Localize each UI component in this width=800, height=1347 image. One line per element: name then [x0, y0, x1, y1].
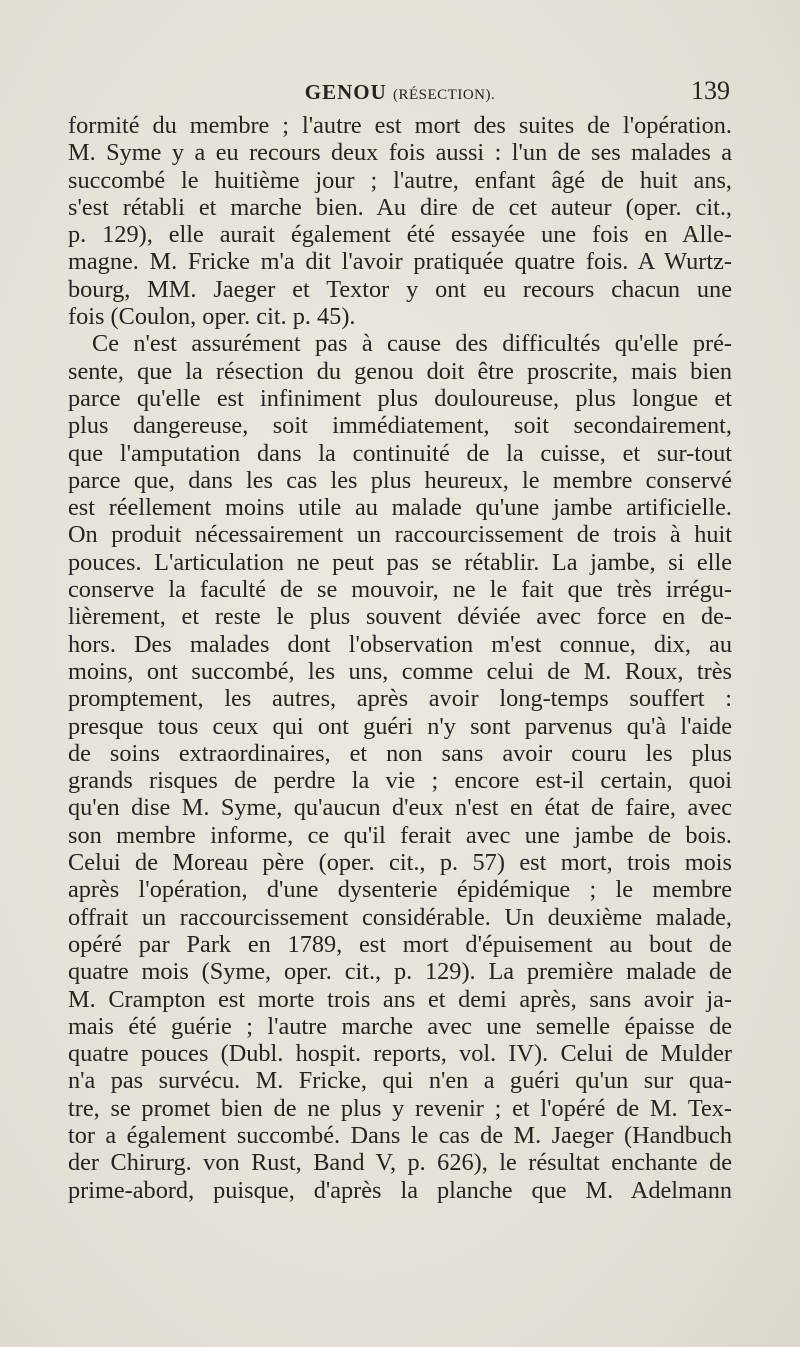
text-line: quatre mois (Syme, oper. cit., p. 129). La première malade de — [68, 958, 732, 986]
text-line: lièrement, et reste le plus souvent déviée avec force en de- — [68, 603, 732, 631]
running-title-sub: (RÉSECTION). — [393, 87, 496, 103]
text-line: Ce n'est assurément pas à cause des difficultés qu'elle pré- — [92, 330, 732, 358]
text-line: M. Crampton est morte trois ans et demi après, sans avoir ja- — [68, 985, 732, 1013]
text-line: s'est rétabli et marche bien. Au dire de cet auteur (oper. cit., — [68, 193, 732, 221]
text-line: de soins extraordinaires, et non sans avoir couru les plus — [68, 739, 732, 767]
text-line: succombé le huitième jour ; l'autre, enfant âgé de huit ans, — [68, 166, 732, 194]
text-line: après l'opération, d'une dysenterie épidémique ; le membre — [68, 876, 732, 904]
text-line: M. Syme y a eu recours deux fois aussi : l'un de ses malades a — [68, 139, 732, 167]
text-line: n'a pas survécu. M. Fricke, qui n'en a guéri qu'un sur qua- — [68, 1067, 732, 1095]
text-line: que l'amputation dans la continuité de la cuisse, et sur-tout — [68, 439, 732, 467]
text-line: magne. M. Fricke m'a dit l'avoir pratiquée quatre fois. A Wurtz- — [68, 248, 732, 276]
text-line: qu'en dise M. Syme, qu'aucun d'eux n'est en état de faire, avec — [68, 794, 732, 822]
text-line: prime-abord, puisque, d'après la planche que M. Adelmann — [68, 1176, 732, 1204]
text-line: promptement, les autres, après avoir long-temps souffert : — [68, 685, 732, 713]
text-line: hors. Des malades dont l'observation m'est connue, dix, au — [68, 630, 732, 658]
text-line: est réellement moins utile au malade qu'une jambe artificielle. — [68, 494, 732, 522]
text-line: quatre pouces (Dubl. hospit. reports, vol. IV). Celui de Mulder — [68, 1040, 732, 1068]
text-line: Celui de Moreau père (oper. cit., p. 57) est mort, trois mois — [68, 849, 732, 877]
text-line: parce que, dans les cas les plus heureux, le membre conservé — [68, 466, 732, 494]
body-text — [68, 112, 732, 1204]
text-line: tor a également succombé. Dans le cas de M. Jaeger (Handbuch — [68, 1121, 732, 1149]
running-title — [68, 80, 732, 105]
text-line: son membre informe, ce qu'il ferait avec une jambe de bois. — [68, 821, 732, 849]
text-line: formité du membre ; l'autre est mort des suites de l'opération. — [68, 112, 732, 139]
text-line: mais été guérie ; l'autre marche avec une semelle épaisse de — [68, 1012, 732, 1040]
text-line: bourg, MM. Jaeger et Textor y ont eu recours chacun une — [68, 275, 732, 303]
text-line: presque tous ceux qui ont guéri n'y sont parvenus qu'à l'aide — [68, 712, 732, 740]
text-line: tre, se promet bien de ne plus y revenir ; et l'opéré de M. Tex- — [68, 1094, 732, 1122]
text-line: grands risques de perdre la vie ; encore est-il certain, quoi — [68, 767, 732, 795]
text-line: sente, que la résection du genou doit être proscrite, mais bien — [68, 357, 732, 385]
text-line: conserve la faculté de se mouvoir, ne le fait que très irrégu- — [68, 576, 732, 604]
text-line: der Chirurg. von Rust, Band V, p. 626), le résultat enchante de — [68, 1149, 732, 1177]
text-line: fois (Coulon, oper. cit. p. 45). — [68, 303, 356, 331]
text-line: On produit nécessairement un raccourcissement de trois à huit — [68, 521, 732, 549]
page-header — [68, 76, 732, 110]
text-line: pouces. L'articulation ne peut pas se rétablir. La jambe, si elle — [68, 548, 732, 576]
running-title-main: GENOU — [304, 80, 387, 104]
text-line: parce qu'elle est infiniment plus douloureuse, plus longue et — [68, 384, 732, 412]
text-line: moins, ont succombé, les uns, comme celui de M. Roux, très — [68, 657, 732, 685]
text-line: opéré par Park en 1789, est mort d'épuisement au bout de — [68, 930, 732, 958]
text-line: plus dangereuse, soit immédiatement, soit secondairement, — [68, 412, 732, 440]
page-number: 139 — [691, 76, 730, 105]
text-line: p. 129), elle aurait également été essayée une fois en Alle- — [68, 221, 732, 249]
text-line: offrait un raccourcissement considérable. Un deuxième malade, — [68, 903, 732, 931]
